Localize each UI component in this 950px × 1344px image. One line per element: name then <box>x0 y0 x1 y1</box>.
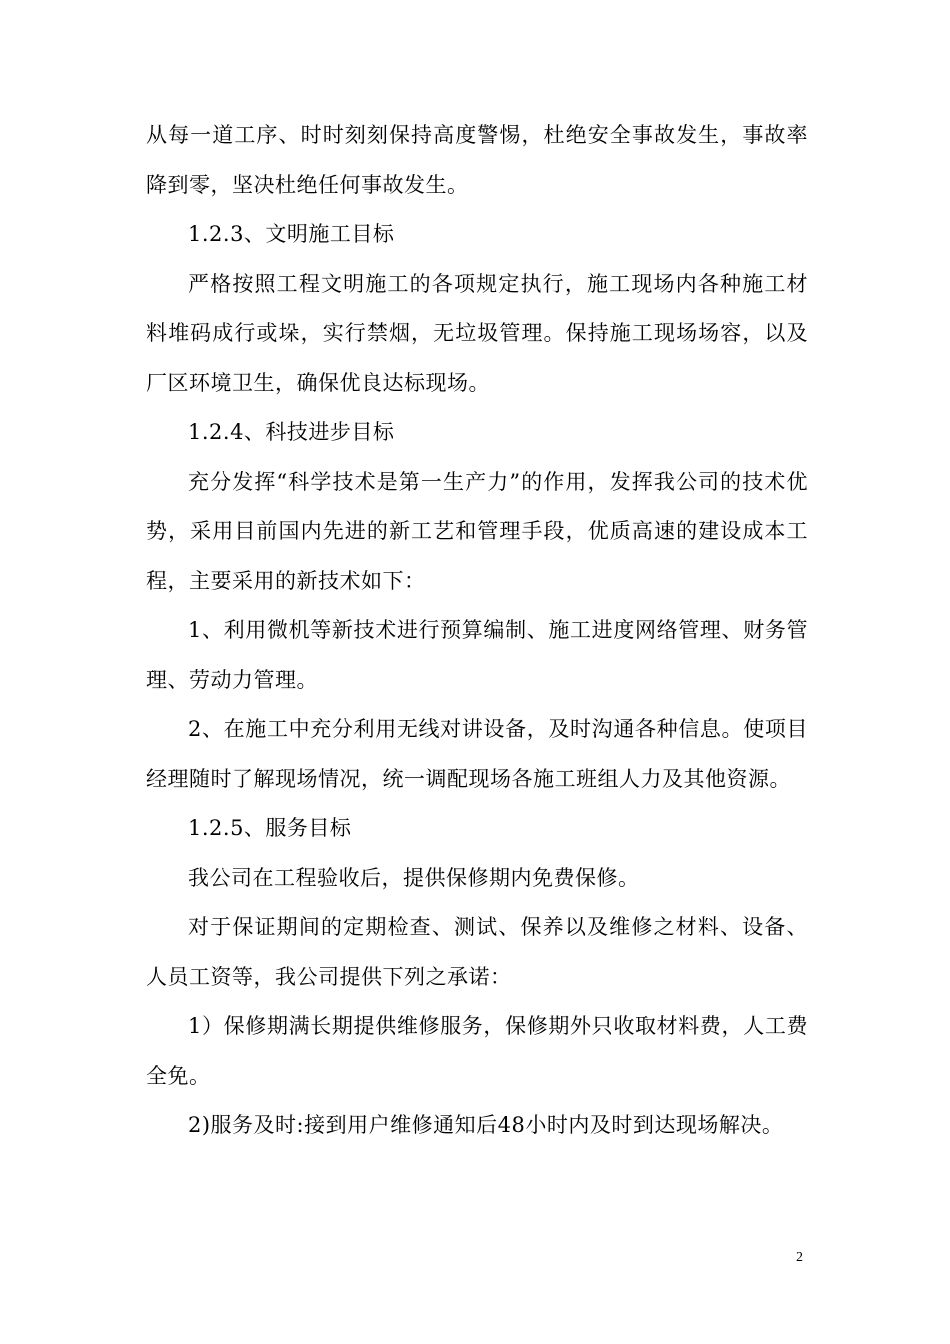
paragraph: 严格按照工程文明施工的各项规定执行，施工现场内各种施工材料堆码成行或垛，实行禁烟，无垃圾管理。保持施工现场场容，以及厂区环境卫生，确保优良达标现场。 <box>146 271 808 395</box>
section-heading: 1.2.4、科技进步目标 <box>188 420 395 444</box>
paragraph: 充分发挥“科学技术是第一生产力”的作用，发挥我公司的技术优势，采用目前国内先进的新工艺和管理手段，优质高速的建设成本工程，主要采用的新技术如下： <box>146 469 808 593</box>
paragraph: 我公司在工程验收后，提供保修期内免费保修。 <box>188 865 640 890</box>
list-item: 2)服务及时:接到用户维修通知后48小时内及时到达现场解决。 <box>188 1113 784 1137</box>
section-heading: 1.2.3、文明施工目标 <box>188 222 395 246</box>
section-heading: 1.2.5、服务目标 <box>188 816 352 840</box>
list-item: 2、在施工中充分利用无线对讲设备，及时沟通各种信息。使项目经理随时了解现场情况，统一调配现场各施工班组人力及其他资源。 <box>146 717 808 791</box>
page-number: 2 <box>796 1250 803 1265</box>
list-item: 1）保修期满长期提供维修服务，保修期外只收取材料费，人工费全免。 <box>146 1014 808 1088</box>
paragraph: 从每一道工序、时时刻刻保持高度警惕，杜绝安全事故发生，事故率降到零，坚决杜绝任何事故发生。 <box>146 123 808 197</box>
list-item: 1、利用微机等新技术进行预算编制、施工进度网络管理、财务管理、劳动力管理。 <box>146 618 808 692</box>
paragraph: 对于保证期间的定期检查、测试、保养以及维修之材料、设备、人员工资等，我公司提供下列之承诺： <box>146 915 808 989</box>
body-text <box>146 111 808 1151</box>
